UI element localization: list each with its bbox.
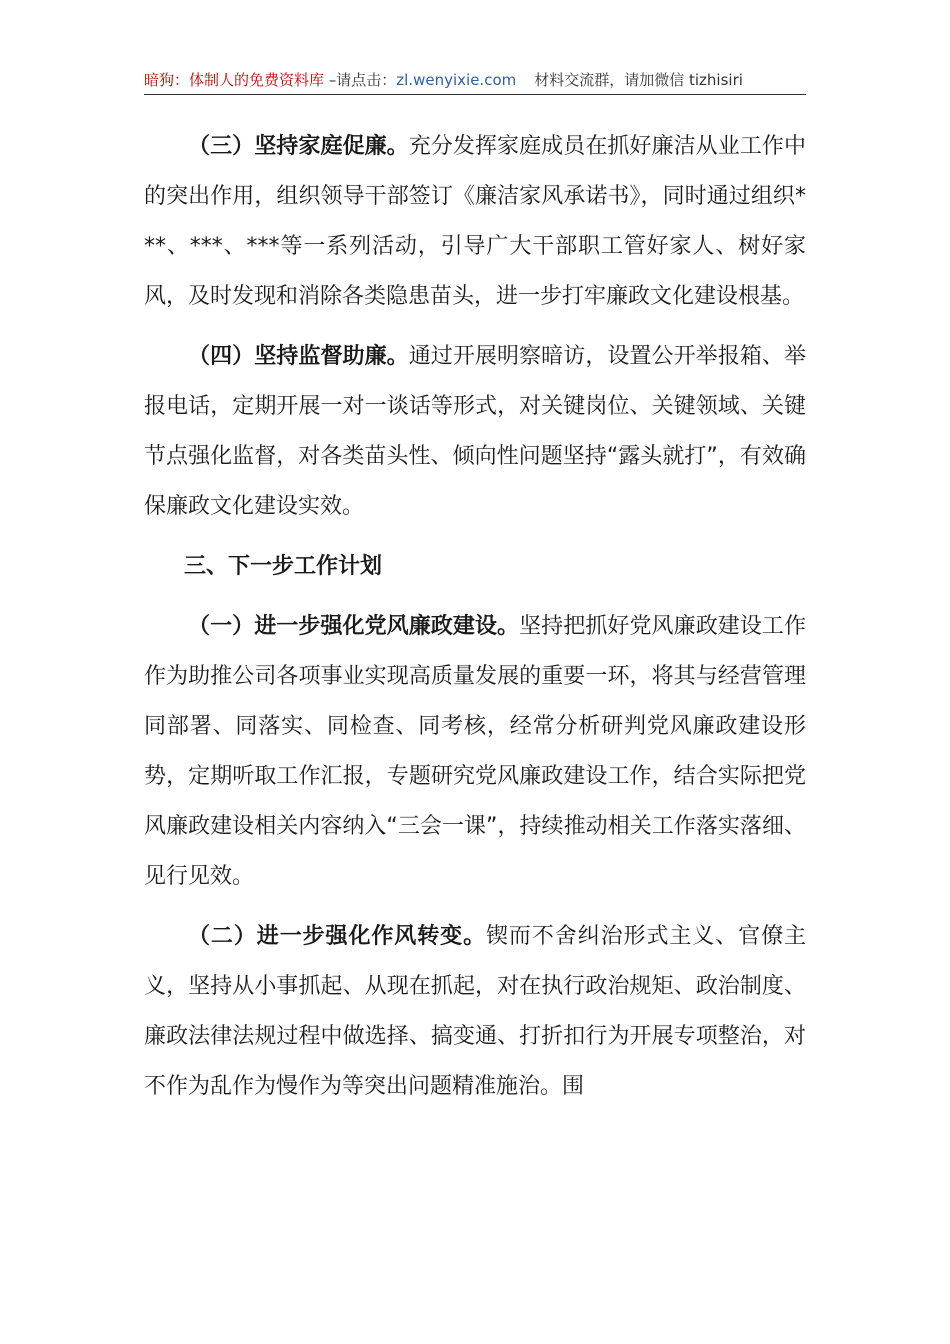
paragraph-work-style — [144, 912, 806, 1112]
paragraph-text: 坚持把抓好党风廉政建设工作作为助推公司各项事业实现高质量发展的重要一环，将其与经营管理同部署、同落实、同检查、同考核，经常分析研判党风廉政建设形势，定期听取工作汇报，专题研究党风廉政建设工作，结合实际把党风廉政建设相关内容纳入“三会一课”，持续推动相关工作落实落细、见行见效。 — [144, 614, 806, 889]
header-wechat-note: 材料交流群，请加微信 tizhisiri — [534, 71, 743, 89]
paragraph-lead: （二）进一步强化作风转变。 — [188, 924, 486, 949]
paragraph-lead: （四）坚持监督助廉。 — [188, 344, 409, 369]
section-heading: 三、下一步工作计划 — [184, 554, 383, 579]
paragraph-text: 通过开展明察暗访，设置公开举报箱、举报电话，定期开展一对一谈话等形式，对关键岗位、关键领域、关键节点强化监督，对各类苗头性、倾向性问题坚持“露头就打”，有效确保廉政文化建设实效。 — [144, 344, 806, 519]
header-brand: 暗狗：体制人的免费资料库 — [144, 71, 325, 89]
paragraph-text: 充分发挥家庭成员在抓好廉洁从业工作中的突出作用，组织领导干部签订《廉洁家风承诺书》，同时通过组织***、***、***等一系列活动，引导广大干部职工管好家人、树好家风，及时发现和消除各类隐患苗头，进一步打牢廉政文化建设根基。 — [144, 134, 806, 309]
header-url-link[interactable]: zl.wenyixie.com — [396, 71, 517, 89]
paragraph-party-conduct — [144, 602, 806, 902]
paragraph-lead: （三）坚持家庭促廉。 — [188, 134, 409, 159]
paragraph-text: 锲而不舍纠治形式主义、官僚主义，坚持从小事抓起、从现在抓起，对在执行政治规矩、政治制度、廉政法律法规过程中做选择、搞变通、打折扣行为开展专项整治，对不作为乱作为慢作为等突出问题精准施治。围 — [144, 924, 806, 1099]
document-body — [144, 122, 806, 1122]
page-header — [144, 66, 806, 95]
paragraph-supervision-integrity — [144, 332, 806, 532]
header-click-prompt: –请点击： — [324, 71, 397, 89]
paragraph-family-integrity — [144, 122, 806, 322]
paragraph-lead: （一）进一步强化党风廉政建设。 — [188, 614, 520, 639]
